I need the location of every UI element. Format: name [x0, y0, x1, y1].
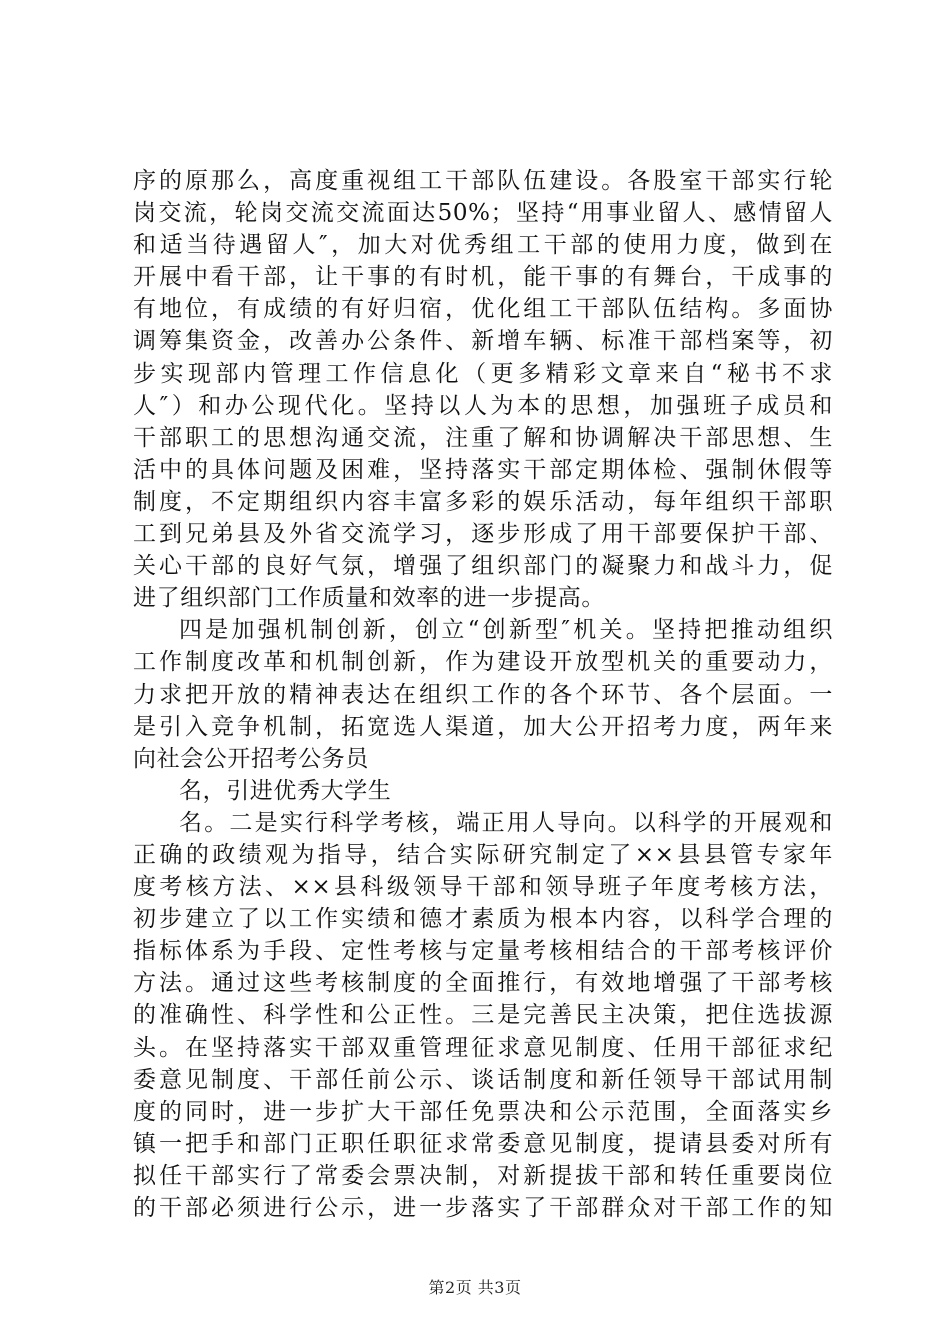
text-line: 活中的具体问题及困难，坚持落实干部定期体检、强制休假等 — [133, 456, 833, 483]
text-line: 开展中看干部，让干事的有时机，能干事的有舞台，干成事的 — [133, 264, 833, 291]
text-line: 调筹集资金，改善办公条件、新增车辆、标准干部档案等，初 — [133, 328, 833, 355]
text-line: 委意见制度、干部任前公示、谈话制度和新任领导干部试用制 — [133, 1066, 833, 1093]
text-line: 干部职工的思想沟通交流，注重了解和协调解决干部思想、生 — [133, 424, 833, 451]
text-line: 岗交流，轮岗交流交流面达50%；坚持“用事业留人、感情留人 — [133, 200, 833, 227]
text-line: 向社会公开招考公务员 — [133, 745, 369, 772]
paragraph-start-line: 四是加强机制创新，创立“创新型″机关。坚持把推动组织 — [179, 617, 833, 644]
paragraph-start-line: 名。二是实行科学考核，端正用人导向。以科学的开展观和 — [179, 809, 833, 836]
text-line: 关心干部的良好气氛，增强了组织部门的凝聚力和战斗力，促 — [133, 553, 833, 580]
text-line: 度的同时，进一步扩大干部任免票决和公示范围，全面落实乡 — [133, 1098, 833, 1125]
text-line: 步实现部内管理工作信息化（更多精彩文章来自“秘书不求 — [133, 360, 833, 387]
text-line: 工作制度改革和机制创新，作为建设开放型机关的重要动力， — [133, 649, 833, 676]
text-line: 初步建立了以工作实绩和德才素质为根本内容，以科学合理的 — [133, 906, 833, 933]
text-line: 人″）和办公现代化。坚持以人为本的思想，加强班子成员和 — [133, 392, 833, 419]
page-number-footer: 第2页 共3页 — [428, 1278, 522, 1297]
text-line: 的干部必须进行公示，进一步落实了干部群众对干部工作的知 — [133, 1195, 833, 1221]
text-line: 力求把开放的精神表达在组织工作的各个环节、各个层面。一 — [133, 681, 833, 708]
document-body — [133, 165, 833, 1224]
text-line: 拟任干部实行了常委会票决制，对新提拔干部和转任重要岗位 — [133, 1162, 833, 1189]
text-line: 方法。通过这些考核制度的全面推行，有效地增强了干部考核 — [133, 970, 833, 997]
text-line: 有地位，有成绩的有好归宿，优化组工干部队伍结构。多面协 — [133, 296, 833, 323]
text-line: 和适当待遇留人″，加大对优秀组工干部的使用力度，做到在 — [133, 232, 833, 259]
text-line: 指标体系为手段、定性考核与定量考核相结合的干部考核评价 — [133, 938, 833, 965]
text-line: 进了组织部门工作质量和效率的进一步提高。 — [133, 585, 605, 612]
text-line: 度考核方法、××县科级领导干部和领导班子年度考核方法， — [133, 874, 833, 901]
text-line: 镇一把手和部门正职任职征求常委意见制度，提请县委对所有 — [133, 1130, 833, 1157]
text-line: 是引入竞争机制，拓宽选人渠道，加大公开招考力度，两年来 — [133, 713, 833, 740]
text-line: 的准确性、科学性和公正性。三是完善民主决策，把住选拔源 — [133, 1002, 833, 1029]
text-line: 头。在坚持落实干部双重管理征求意见制度、任用干部征求纪 — [133, 1034, 833, 1061]
text-line: 序的原那么，高度重视组工干部队伍建设。各股室干部实行轮 — [133, 168, 833, 194]
paragraph-start-line: 名，引进优秀大学生 — [179, 777, 392, 804]
text-line: 正确的政绩观为指导，结合实际研究制定了××县县管专家年 — [133, 841, 833, 868]
text-line: 工到兄弟县及外省交流学习，逐步形成了用干部要保护干部、 — [133, 521, 833, 548]
text-line: 制度，不定期组织内容丰富多彩的娱乐活动，每年组织干部职 — [133, 488, 833, 515]
